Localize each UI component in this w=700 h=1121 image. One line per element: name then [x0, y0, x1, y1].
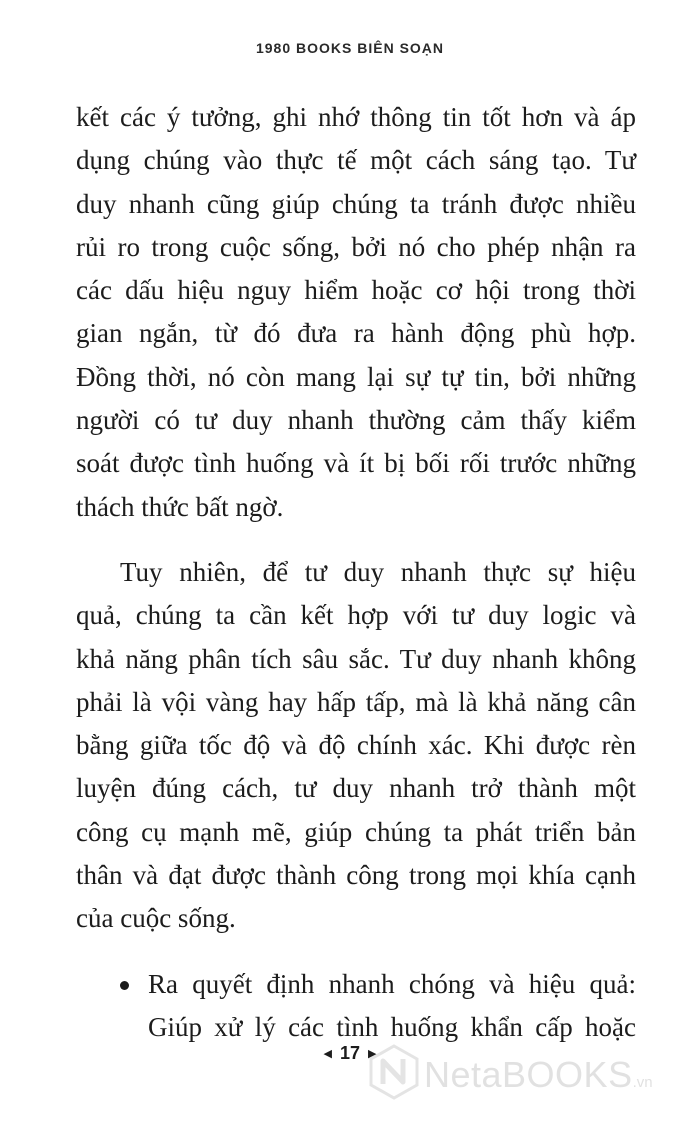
text-line: quả, chúng ta cần kết hợp với tư duy logic và: [76, 600, 636, 631]
triangle-right-icon: ▶: [368, 1048, 377, 1060]
text-line: Tuy nhiên, để tư duy nhanh thực sự hiệu: [120, 556, 636, 587]
text-line: Ra quyết định nhanh chóng và hiệu quả:: [148, 968, 636, 999]
bullet-dot-icon: [120, 981, 129, 990]
text-line: duy nhanh cũng giúp chúng ta tránh được nhiều: [76, 188, 636, 219]
page-body: [76, 96, 636, 1049]
running-head: 1980 BOOKS BIÊN SOẠN: [255, 40, 445, 56]
watermark-suffix: .vn: [632, 1074, 653, 1091]
text-line: gian ngắn, từ đó đưa ra hành động phù hợp.: [76, 318, 636, 349]
text-line: luyện đúng cách, tư duy nhanh trở thành một: [76, 773, 636, 804]
text-line: Giúp xử lý các tình huống khẩn cấp hoặc: [148, 1011, 636, 1042]
text-line: khả năng phân tích sâu sắc. Tư duy nhanh không: [76, 643, 636, 674]
page-number: 17: [339, 1043, 361, 1063]
text-line: rủi ro trong cuộc sống, bởi nó cho phép nhận ra: [76, 231, 636, 262]
watermark-text: [424, 1054, 653, 1096]
text-line: các dấu hiệu nguy hiểm hoặc cơ hội trong thời: [76, 275, 636, 306]
text-line: Đồng thời, nó còn mang lại sự tự tin, bởi những: [76, 361, 636, 392]
text-line: kết các ý tưởng, ghi nhớ thông tin tốt hơn và áp: [76, 102, 636, 132]
triangle-left-icon: ◀: [323, 1048, 332, 1060]
text-line: công cụ mạnh mẽ, giúp chúng ta phát triển bản: [76, 816, 636, 847]
bullet-row: [76, 963, 636, 1006]
paragraph-spacer: [76, 529, 636, 551]
paragraph-1: [76, 96, 636, 529]
paragraph-2: [76, 551, 636, 941]
text-line: người có tư duy nhanh thường cảm thấy kiểm: [76, 405, 636, 436]
text-line: bằng giữa tốc độ và độ chính xác. Khi được rèn: [76, 730, 636, 761]
text-line: của cuộc sống.: [76, 903, 236, 934]
text-line: thách thức bất ngờ.: [76, 491, 284, 522]
text-line: phải là vội vàng hay hấp tấp, mà là khả năng cân: [76, 686, 636, 717]
watermark: [368, 1044, 688, 1104]
paragraph-spacer: [76, 941, 636, 963]
netabooks-logo-icon: [368, 1044, 420, 1100]
text-line: soát được tình huống và ít bị bối rối trước những: [76, 448, 636, 479]
watermark-brand: NetaBOOKS: [424, 1054, 633, 1095]
text-line: dụng chúng vào thực tế một cách sáng tạo. Tư: [76, 145, 636, 176]
text-line: thân và đạt được thành công trong mọi khía cạnh: [76, 860, 636, 891]
bullet-item: [76, 963, 636, 1050]
